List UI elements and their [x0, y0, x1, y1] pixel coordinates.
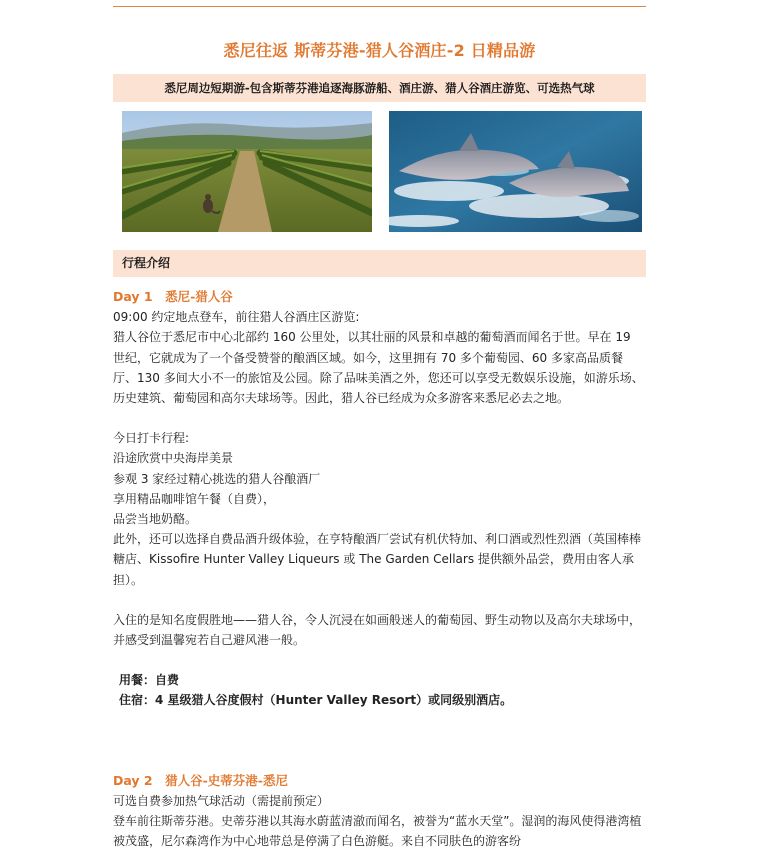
day1-hotel: 住宿：4 星级猎人谷度假村（Hunter Valley Resort）或同级别酒店。 — [119, 693, 513, 708]
tour-summary-banner: 悉尼周边短期游-包含斯蒂芬港追逐海豚游船、酒庄游、猎人谷酒庄游览、可选热气球 — [113, 74, 646, 102]
day1-meals: 用餐：自费 — [119, 673, 180, 688]
day2-description: 登车前往斯蒂芬港。史蒂芬港以其海水蔚蓝清澈而闻名，被誉为“蓝水天堂”。湿润的海风使得港湾植被茂盛，尼尔森湾作为中心地带总是停满了白色游艇。来自不同肤色的游客纷 — [113, 814, 642, 849]
top-rule — [113, 6, 646, 7]
day2-balloon-line: 可选自费参加热气球活动（需提前预定） — [113, 793, 330, 808]
day1-stay-text: 入住的是知名度假胜地——猎人谷，令人沉浸在如画般迷人的葡萄园、野生动物以及高尔夫球场中，并感受到温馨宛若自己避风港一般。 — [113, 612, 642, 648]
vineyard-photo — [122, 111, 372, 232]
day1-checkin-item: 此外，还可以选择自费品酒升级体验，在亨特酿酒厂尝试有机伏特加、利口酒或烈性烈酒（英国棒棒糖店、Kissofire Hunter Valley Liqueurs 或 The Garden Cellars 提供额外品尝，费用由客人承担）。 — [113, 532, 642, 587]
day1-checkin-item: 参观 3 家经过精心挑选的猎人谷酿酒厂 — [113, 471, 321, 486]
page-title: 悉尼往返 斯蒂芬港-猎人谷酒庄-2 日精品游 — [223, 41, 536, 60]
day1-description: 猎人谷位于悉尼市中心北部约 160 公里处，以其壮丽的风景和卓越的葡萄酒而闻名于世。早在 19 世纪，它就成为了一个备受赞誉的酿酒区域。如今，这里拥有 70 多个葡萄园、60 多家高品质餐厅、130 多间大小不一的旅馆及公园。除了品味美酒之外，您还可以享受无数娱乐设施，如游乐场、历史建筑、葡萄园和高尔夫球场等。因此，猎人谷已经成为众多游客来悉尼必去之地。 — [113, 330, 644, 406]
day1-checkin-item: 享用精品咖啡馆午餐（自费）， — [113, 491, 276, 506]
itinerary-content — [113, 287, 646, 851]
day1-checkin-item: 品尝当地奶酪。 — [113, 512, 198, 527]
dolphins-photo — [389, 111, 642, 232]
section-title: 行程介绍 — [113, 250, 646, 277]
day1-departure-line: 09:00 约定地点登车，前往猎人谷酒庄区游览: — [113, 310, 360, 325]
day1-heading: Day 1 悉尼-猎人谷 — [113, 289, 233, 304]
day2-heading: Day 2 猎人谷-史蒂芬港-悉尼 — [113, 772, 289, 788]
day1-checkin-title: 今日打卡行程: — [113, 431, 190, 446]
day1-checkin-item: 沿途欣赏中央海岸美景 — [113, 451, 234, 466]
